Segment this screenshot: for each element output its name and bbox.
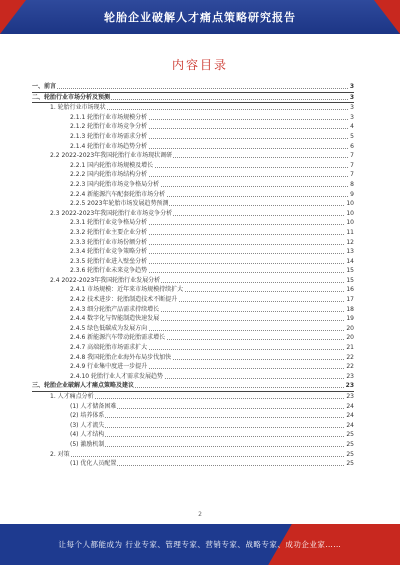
toc-entry-label: 2.4 2022-2023年我国轮胎行业发展分析 [50, 276, 161, 284]
toc-entry-page: 20 [346, 334, 354, 342]
toc-entry[interactable] [32, 113, 354, 123]
toc-entry[interactable] [32, 199, 354, 209]
toc-entry[interactable] [32, 161, 354, 171]
toc-entry[interactable] [32, 450, 354, 460]
toc-entry-page: 15 [346, 267, 354, 275]
toc-dot-leader [50, 398, 354, 399]
toc-entry-page: 12 [346, 238, 354, 246]
toc-entry-page: 23 [346, 393, 354, 400]
toc-entry-page: 11 [346, 228, 354, 236]
toc-entry[interactable] [32, 314, 354, 324]
toc-entry-page: 19 [346, 315, 354, 323]
toc-entry-page: 22 [346, 363, 354, 371]
toc-entry-label: 2.3.3 轮胎行业市场份额分析 [70, 238, 148, 246]
toc-entry-label: 2.1.1 轮胎行业市场规模分析 [70, 113, 148, 121]
toc-entry-label: (3) 人才流失 [70, 421, 105, 429]
toc-entry[interactable] [32, 392, 354, 402]
toc-entry[interactable] [32, 440, 354, 450]
toc-entry-label: 2. 对策 [50, 450, 70, 458]
toc-entry-label: 2.4.7 高端轮胎市场需求扩大 [70, 344, 148, 352]
toc-entry-page: 25 [346, 440, 354, 448]
footer-slogan: 让每个人都能成为 行业专家、管理专家、营销专家、战略专家、成功企业家…… [58, 540, 342, 549]
toc-dot-leader [32, 88, 354, 89]
toc-entry-label: 一、前言 [32, 83, 57, 90]
page-footer [0, 524, 400, 565]
toc-entry-page: 7 [350, 152, 354, 160]
toc-entry-page: 7 [350, 161, 354, 169]
toc-entry-label: 三、轮胎企业破解人才痛点策略及建议 [32, 382, 135, 390]
toc-entry-label: (2) 培养体系 [70, 412, 105, 420]
toc-entry[interactable] [32, 93, 354, 104]
toc-entry-page: 3 [350, 104, 354, 112]
toc-entry-label: 2.2 2022-2023年我国轮胎行业市场现状调研 [50, 152, 173, 160]
toc-entry-page: 5 [350, 132, 354, 140]
toc-dot-leader [50, 456, 354, 457]
toc-entry-label: 2.2.3 国内轮胎市场竞争格局分析 [70, 180, 160, 188]
toc-entry-label: (5) 激励机制 [70, 440, 105, 448]
toc-dot-leader [70, 446, 354, 447]
toc-entry[interactable] [32, 276, 354, 286]
toc-entry[interactable] [32, 381, 354, 392]
toc-entry-page: 24 [346, 412, 354, 420]
toc-entry[interactable] [32, 247, 354, 257]
report-title: 轮胎企业破解人才痛点策略研究报告 [104, 11, 296, 24]
toc-entry[interactable] [32, 151, 354, 161]
toc-entry[interactable] [32, 238, 354, 248]
toc-entry-page: 24 [346, 421, 354, 429]
toc-entry-page: 13 [346, 248, 354, 256]
toc-entry-label: 1. 轮胎行业市场现状 [50, 104, 106, 112]
toc-entry-page: 7 [350, 171, 354, 179]
toc-entry-page: 23 [345, 382, 354, 390]
toc-entry-page: 6 [350, 142, 354, 150]
toc-entry[interactable] [32, 170, 354, 180]
toc-entry-label: 2.4.10 轮胎行业人才需求发展趋势 [70, 372, 163, 380]
toc-entry-page: 25 [346, 460, 354, 468]
toc-entry[interactable] [32, 285, 354, 295]
toc-entry[interactable] [32, 218, 354, 228]
toc-entry-label: 2.1.3 轮胎行业市场需求分析 [70, 132, 148, 140]
toc-entry-page: 10 [346, 219, 354, 227]
toc-entry-page: 22 [346, 353, 354, 361]
toc-entry-label: 1. 人才痛点分析 [50, 393, 94, 400]
toc-entry-label: 2.4.9 行业集中度进一步提升 [70, 363, 148, 371]
toc-entry-label: 2.2.1 国内轮胎市场规模及增长 [70, 161, 154, 169]
toc-entry[interactable] [32, 343, 354, 353]
toc-entry-label: 2.3.5 轮胎行业进入壁垒分析 [70, 257, 148, 265]
toc-entry[interactable] [32, 402, 354, 412]
toc-entry[interactable] [32, 411, 354, 421]
toc-entry-label: 2.4.4 数字化与智能制造快速发展 [70, 315, 160, 323]
toc-entry-label: 2.3 2022-2023年我国轮胎行业市场竞争分析 [50, 209, 173, 217]
toc-dot-leader [70, 427, 354, 428]
toc-entry[interactable] [32, 142, 354, 152]
toc-entry-page: 17 [346, 296, 354, 304]
toc-entry[interactable] [32, 257, 354, 267]
toc-entry-page: 9 [350, 190, 354, 198]
toc-entry[interactable] [32, 295, 354, 305]
toc-entry-label: 2.4.5 绿色低碳成为发展方向 [70, 324, 148, 332]
table-of-contents [32, 82, 354, 469]
toc-entry[interactable] [32, 324, 354, 334]
toc-entry-page: 18 [346, 305, 354, 313]
toc-heading: 内容目录 [171, 58, 228, 72]
toc-entry-page: 20 [346, 324, 354, 332]
toc-entry[interactable] [32, 421, 354, 431]
toc-entry-page: 3 [349, 93, 354, 101]
toc-entry[interactable] [32, 132, 354, 142]
toc-entry[interactable] [32, 103, 354, 113]
toc-entry-page: 25 [346, 450, 354, 458]
toc-entry-page: 24 [346, 402, 354, 410]
report-header [0, 0, 400, 34]
page-number: 2 [198, 511, 202, 518]
toc-dot-leader [70, 417, 354, 418]
toc-entry-label: 2.3.1 轮胎行业竞争格局分析 [70, 219, 148, 227]
toc-entry-label: 2.3.2 轮胎行业主要企业分析 [70, 228, 148, 236]
toc-entry-page: 15 [346, 276, 354, 284]
toc-entry-label: 2.4.6 新能源汽车带动轮胎需求增长 [70, 334, 166, 342]
toc-entry-label: (1) 优化人员配置 [70, 460, 117, 468]
toc-entry-label: 二、轮胎行业市场分析及预测 [32, 93, 111, 101]
toc-entry-label: 2.1.4 轮胎行业市场趋势分析 [70, 142, 148, 150]
toc-entry-page: 8 [350, 180, 354, 188]
toc-entry-page: 3 [349, 83, 354, 90]
toc-entry-label: 2.4.3 细分轮胎产品需求持续增长 [70, 305, 160, 313]
toc-entry[interactable] [32, 362, 354, 372]
toc-entry-label: 2.4.2 技术进步：轮胎制造技术不断提升 [70, 296, 178, 304]
toc-entry[interactable] [32, 305, 354, 315]
toc-entry-label: 2.1.2 轮胎行业市场竞争分析 [70, 123, 148, 131]
toc-entry-label: 2.2.5 2023年轮胎市场发展趋势预测 [70, 200, 169, 208]
toc-entry[interactable] [32, 459, 354, 469]
toc-entry-page: 10 [346, 209, 354, 217]
toc-entry[interactable] [32, 190, 354, 200]
toc-entry-label: 2.3.6 轮胎行业未来竞争趋势 [70, 267, 148, 275]
toc-entry[interactable] [32, 372, 354, 382]
toc-entry-page: 21 [346, 344, 354, 352]
toc-entry-label: 2.3.4 轮胎行业竞争策略分析 [70, 248, 148, 256]
toc-entry-page: 16 [346, 286, 354, 294]
toc-entry-label: 2.4.8 我国轮胎企业海外布局步伐加快 [70, 353, 172, 361]
toc-entry[interactable] [32, 266, 354, 276]
toc-entry[interactable] [32, 228, 354, 238]
toc-entry-label: 2.4.1 市场规模：近年来市场规模持续扩大 [70, 286, 184, 294]
toc-entry[interactable] [32, 430, 354, 440]
toc-entry-page: 10 [346, 200, 354, 208]
toc-entry[interactable] [32, 209, 354, 219]
toc-entry[interactable] [32, 122, 354, 132]
toc-entry-page: 14 [346, 257, 354, 265]
toc-entry-label: (4) 人才结构 [70, 431, 105, 439]
toc-entry-label: (1) 人才储备困难 [70, 402, 117, 410]
toc-entry[interactable] [32, 82, 354, 93]
toc-entry-page: 25 [346, 431, 354, 439]
toc-entry-page: 23 [346, 372, 354, 380]
toc-entry-label: 2.2.2 国内轮胎市场结构分析 [70, 171, 148, 179]
toc-entry[interactable] [32, 180, 354, 190]
toc-entry[interactable] [32, 353, 354, 363]
toc-entry-label: 2.2.4 新能源汽车配套轮胎市场分析 [70, 190, 166, 198]
toc-dot-leader [70, 436, 354, 437]
toc-entry-page: 3 [350, 113, 354, 121]
toc-entry-page: 4 [350, 123, 354, 131]
toc-entry[interactable] [32, 333, 354, 343]
